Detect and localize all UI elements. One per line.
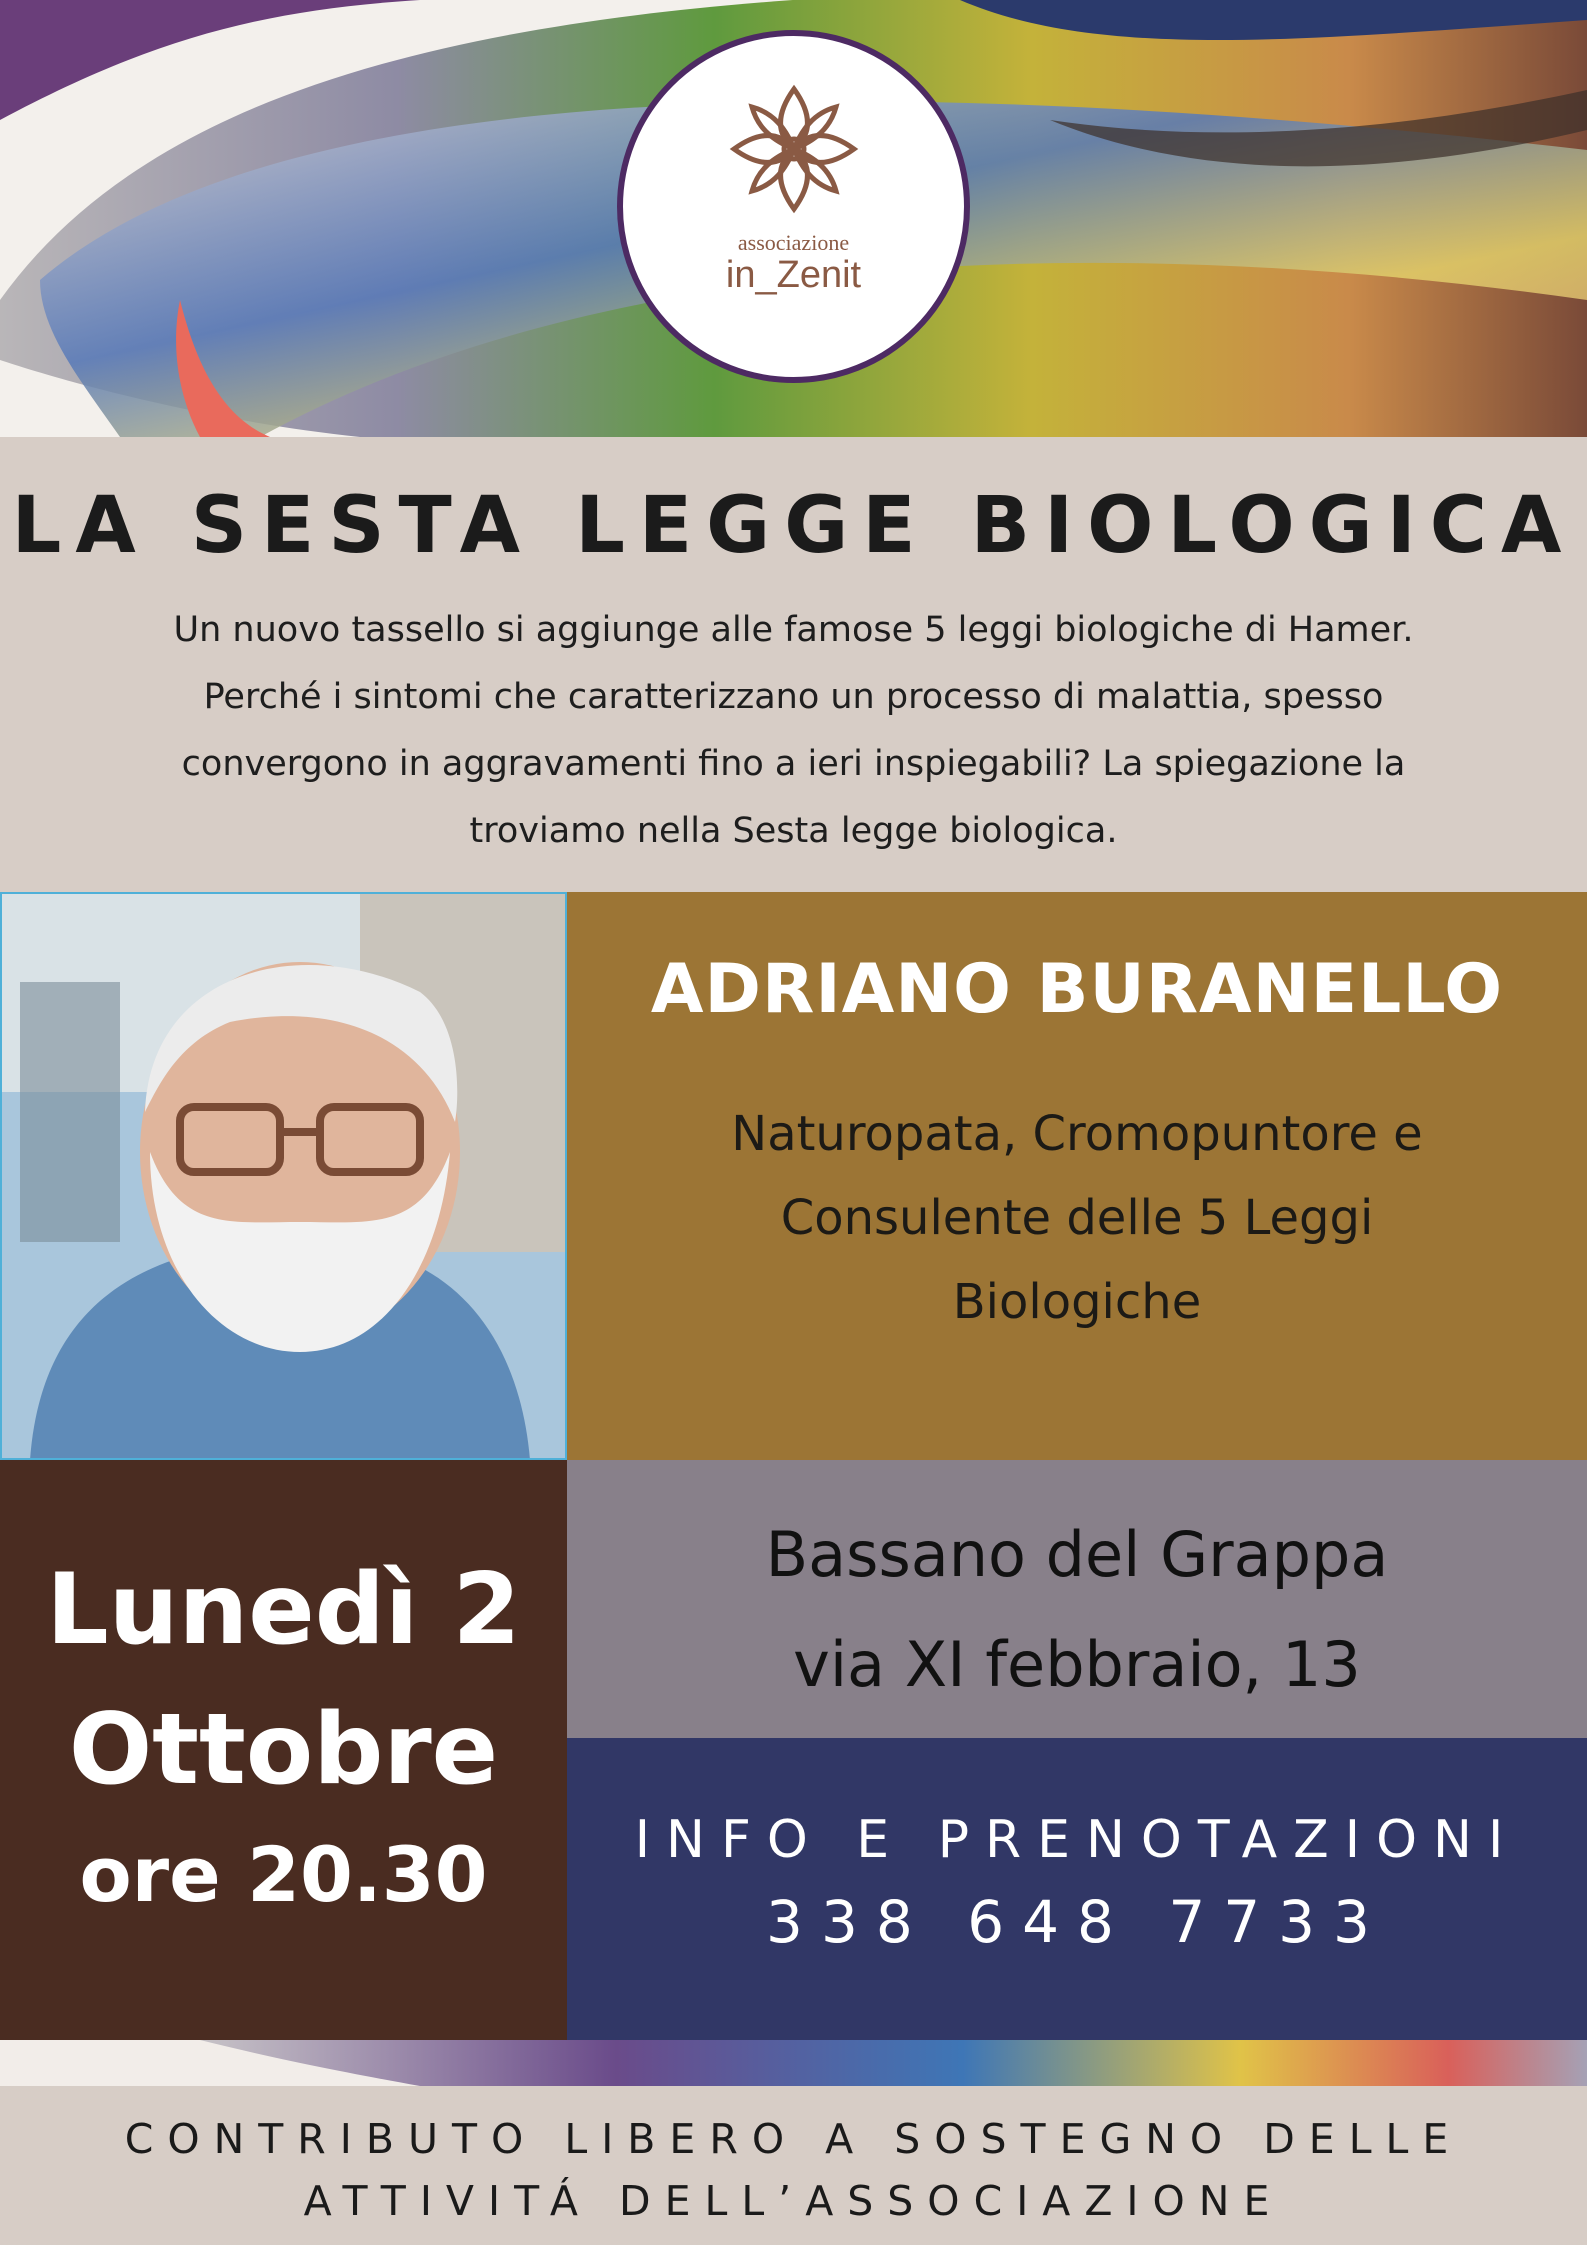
association-logo bbox=[617, 30, 970, 383]
bottom-brushstroke bbox=[0, 2040, 1587, 2086]
speaker-portrait bbox=[0, 892, 567, 1460]
date-panel bbox=[0, 1460, 567, 2040]
event-time: ore 20.30 bbox=[79, 1830, 488, 1919]
venue-text bbox=[567, 1500, 1587, 1720]
logo-name: in_Zenit bbox=[725, 254, 862, 296]
event-title: LA SESTA LEGGE BIOLOGICA bbox=[11, 481, 1576, 571]
header-art bbox=[0, 0, 1587, 437]
speaker-role: Naturopata, Cromopuntore e Consulente delle 5 Leggi Biologiche bbox=[731, 1106, 1423, 1330]
booking-panel bbox=[567, 1738, 1587, 2040]
venue-city: Bassano del Grappa bbox=[765, 1518, 1389, 1591]
booking-label: INFO E PRENOTAZIONI bbox=[634, 1810, 1520, 1870]
speaker-photo bbox=[0, 892, 567, 1460]
footer-note: CONTRIBUTO LIBERO A SOSTEGNO DELLE ATTIVITÁ DELL’ASSOCIAZIONE bbox=[124, 2115, 1463, 2225]
intro-section bbox=[0, 437, 1587, 892]
venue-panel bbox=[567, 1460, 1587, 1738]
event-description: Un nuovo tassello si aggiunge alle famose 5 leggi biologiche di Hamer. Perché i sintomi che caratterizzano un processo di malattia, spesso convergono in aggravamenti fino a ieri inspiegabili? La spiegazione la troviamo nella Sesta legge biologica. bbox=[173, 610, 1414, 851]
speaker-panel bbox=[567, 892, 1587, 1460]
booking-phone[interactable]: 338 648 7733 bbox=[766, 1888, 1388, 1956]
footer bbox=[0, 2086, 1587, 2245]
logo-subtitle: associazione bbox=[737, 230, 850, 255]
venue-address: via XI febbraio, 13 bbox=[793, 1628, 1361, 1701]
speaker-name: ADRIANO BURANELLO bbox=[650, 950, 1504, 1029]
event-date: Lunedì 2 Ottobre bbox=[46, 1553, 521, 1807]
lotus-mandala-icon bbox=[729, 84, 859, 214]
